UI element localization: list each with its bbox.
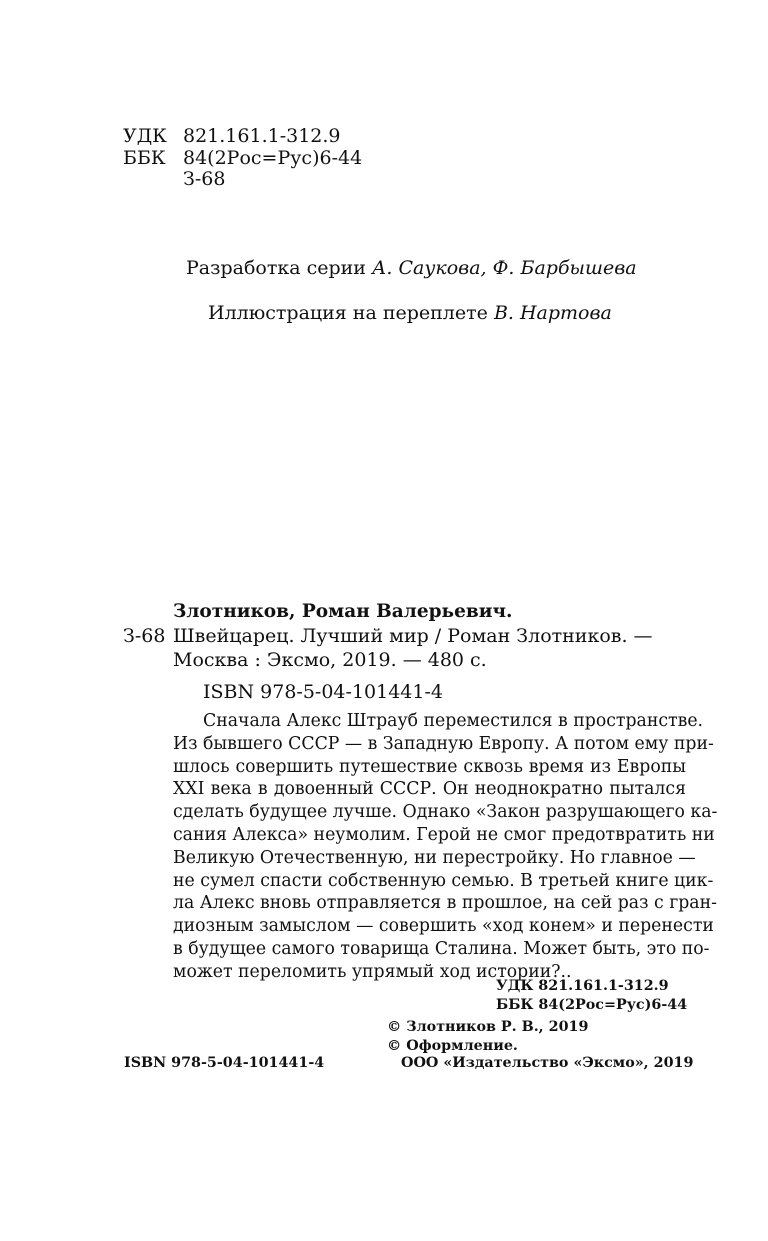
annotation-line: может переломить упрямый ход истории?..	[173, 961, 572, 982]
series-label: Разработка серии	[186, 257, 366, 279]
author-heading: Злотников, Роман Валерьевич.	[173, 601, 513, 622]
catalog-title-line-2: Москва : Эксмо, 2019. — 480 с.	[173, 649, 487, 671]
udk-label: УДК	[123, 125, 167, 147]
series-credit	[186, 256, 637, 280]
annotation	[173, 710, 718, 984]
bbk-bottom: ББК 84(2Рос=Рус)6-44	[496, 997, 688, 1013]
udk-bottom: УДК 821.161.1-312.9	[496, 978, 669, 994]
copyright-design: © Оформление.	[387, 1038, 518, 1054]
annotation-line: диозным замыслом — совершить «ход конем» и перенести	[173, 916, 714, 937]
annotation-line: сделать будущее лучше. Однако «Закон разрушающего ка-	[173, 802, 718, 823]
cover-label: Иллюстрация на переплете	[208, 302, 488, 324]
annotation-line: шлось совершить путешествие сквозь время из Европы	[173, 756, 686, 777]
cover-credit	[208, 301, 612, 325]
annotation-line: Сначала Алекс Штрауб переместился в пространстве.	[203, 711, 704, 731]
series-authors: А. Саукова, Ф. Барбышева	[372, 257, 637, 279]
annotation-line: Великую Отечественную, ни перестройку. Но главное —	[173, 847, 696, 868]
cover-artist: В. Нартова	[493, 302, 612, 324]
annotation-line: ла Алекс вновь отправляется в прошлое, на сей раз с гран-	[173, 893, 717, 914]
bbk-value: 84(2Рос=Рус)6-44	[183, 147, 363, 169]
author-mark: З-68	[183, 168, 226, 190]
catalog-title-line-1: Швейцарец. Лучший мир / Роман Злотников. —	[173, 625, 653, 647]
annotation-line: не сумел спасти собственную семью. В третьей книге цик-	[173, 870, 714, 891]
copyright-author: © Злотников Р. В., 2019	[387, 1019, 589, 1035]
udk-value: 821.161.1-312.9	[183, 125, 341, 147]
annotation-line: Из бывшего СССР — в Западную Европу. А потом ему при-	[173, 733, 714, 754]
catalog-isbn: ISBN 978-5-04-101441-4	[203, 681, 443, 703]
bbk-label: ББК	[123, 147, 166, 169]
catalog-author-mark: З-68	[123, 625, 166, 647]
annotation-line: XXI века в довоенный СССР. Он неоднократно пытался	[173, 779, 686, 800]
annotation-line: в будущее самого товарища Сталина. Может быть, это по-	[173, 938, 710, 959]
annotation-line: сания Алекса» неумолим. Герой не смог предотвратить ни	[173, 824, 715, 845]
footer-isbn: ISBN 978-5-04-101441-4	[124, 1055, 325, 1071]
copyright-publisher: ООО «Издательство «Эксмо», 2019	[401, 1055, 694, 1071]
